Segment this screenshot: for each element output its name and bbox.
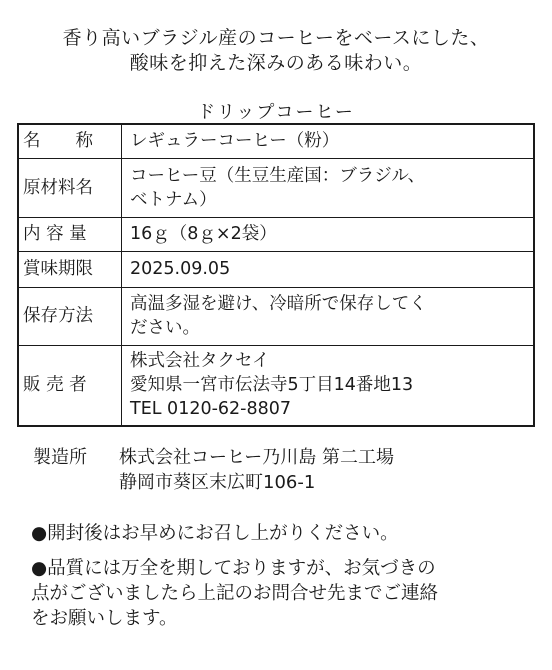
- row-key: 販 売 者: [18, 345, 122, 426]
- manufacturer-address: 静岡市葵区末広町106-1: [119, 472, 316, 493]
- product-info-table: [17, 123, 535, 427]
- row-value: レギュラーコーヒー（粉）: [122, 124, 535, 158]
- row-value: 高温多湿を避け、冷暗所で保存してく ださい。: [122, 287, 535, 345]
- description-line: 香り高いブラジル産のコーヒーをベースにした、: [62, 27, 490, 49]
- row-value: 株式会社タクセイ 愛知県一宮市伝法寺5丁目14番地13 TEL 0120-62-8807: [122, 345, 535, 426]
- row-key: 賞味期限: [18, 251, 122, 287]
- table-caption: ドリップコーヒー: [197, 102, 355, 123]
- table-row: [18, 251, 534, 287]
- table-row: [18, 345, 534, 426]
- row-key: 保存方法: [18, 287, 122, 345]
- table-row: [18, 287, 534, 345]
- product-description: [0, 26, 552, 76]
- row-key: 原材料名: [18, 158, 122, 217]
- note-item: ●開封後はお早めにお召し上がりください。: [31, 523, 399, 544]
- note-item: ●品質には万全を期しておりますが、お気づきの 点がございましたら上記のお問合せ先までご連絡 をお願いします。: [31, 558, 439, 629]
- row-key: 名 称: [18, 124, 122, 158]
- notes-section: [31, 521, 536, 641]
- table-row: [18, 158, 534, 217]
- manufacturer-label: 製造所: [33, 447, 87, 468]
- description-line: 酸味を抑えた深みのある味わい。: [129, 52, 423, 74]
- manufacturer-name: 株式会社コーヒー乃川島 第二工場: [119, 447, 395, 468]
- row-value: 2025.09.05: [122, 251, 535, 287]
- row-value: コーヒー豆（生豆生産国：ブラジル、 ベトナム）: [122, 158, 535, 217]
- row-key: 内 容 量: [18, 217, 122, 251]
- row-value: 16ｇ（8ｇ×2袋）: [122, 217, 535, 251]
- table-row: [18, 217, 534, 251]
- table-row: [18, 124, 534, 158]
